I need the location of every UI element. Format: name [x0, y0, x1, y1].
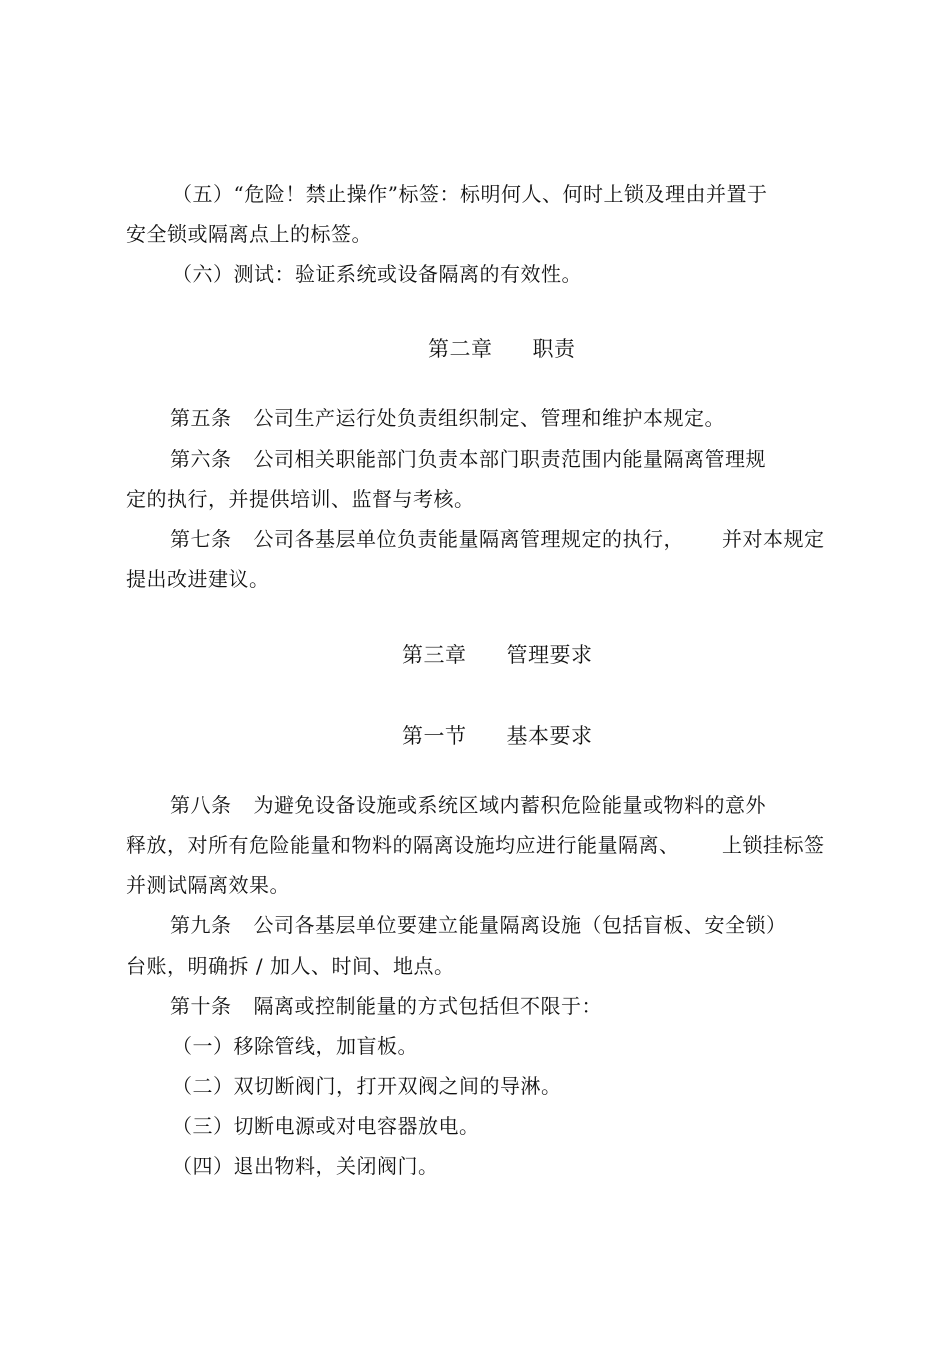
item-6: （六）测试：验证系统或设备隔离的有效性。	[172, 262, 582, 286]
item-5-line-2: 安全锁或隔离点上的标签。	[126, 222, 372, 246]
article-6-text-1: 公司相关职能部门负责本部门职责范围内能量隔离管理规	[253, 447, 766, 471]
article-6-line-2: 定的执行，并提供培训、监督与考核。	[126, 487, 475, 511]
article-10-item-1: （一）移除管线，加盲板。	[172, 1034, 418, 1058]
article-8-line-3: 并测试隔离效果。	[126, 873, 290, 897]
article-7-line-2: 提出改进建议。	[126, 567, 270, 591]
chapter-3-number: 第三章	[402, 643, 467, 667]
article-8-line-1	[170, 793, 766, 817]
article-5-label: 第五条	[170, 406, 232, 430]
article-7-label: 第七条	[170, 527, 232, 551]
article-6-line-1	[170, 447, 766, 471]
section-1-number: 第一节	[402, 724, 467, 748]
article-10-item-4: （四）退出物料，关闭阀门。	[172, 1154, 439, 1178]
article-9-line-1	[170, 913, 787, 937]
article-9-line-2: 台账，明确拆 / 加人、时间、地点。	[126, 954, 455, 978]
article-10-item-3: （三）切断电源或对电容器放电。	[172, 1114, 480, 1138]
article-5	[170, 406, 725, 430]
article-8-label: 第八条	[170, 793, 232, 817]
article-9-text-1: 公司各基层单位要建立能量隔离设施（包括盲板、安全锁）	[253, 913, 787, 937]
article-7-line-1	[170, 527, 684, 551]
article-9-label: 第九条	[170, 913, 232, 937]
chapter-2-heading	[428, 336, 576, 362]
article-10-text: 隔离或控制能量的方式包括但不限于：	[253, 994, 602, 1018]
section-1-title: 基本要求	[506, 724, 593, 748]
article-10-item-2: （二）双切断阀门，打开双阀之间的导淋。	[172, 1074, 562, 1098]
article-8-line-2b: 上锁挂标签	[722, 833, 825, 857]
article-7-text-1a: 公司各基层单位负责能量隔离管理规定的执行，	[253, 527, 684, 551]
section-1-heading	[402, 723, 593, 749]
chapter-2-title: 职责	[532, 337, 576, 361]
article-8-text-1: 为避免设备设施或系统区域内蓄积危险能量或物料的意外	[253, 793, 766, 817]
article-6-label: 第六条	[170, 447, 232, 471]
article-8-line-2a: 释放，对所有危险能量和物料的隔离设施均应进行能量隔离、	[126, 833, 680, 857]
chapter-3-heading	[402, 642, 593, 668]
article-5-text: 公司生产运行处负责组织制定、管理和维护本规定。	[253, 406, 725, 430]
chapter-3-title: 管理要求	[506, 643, 593, 667]
article-7-text-1b: 并对本规定	[722, 527, 825, 551]
article-10	[170, 994, 602, 1018]
article-10-label: 第十条	[170, 994, 232, 1018]
item-5-line-1: （五）“危险！禁止操作”标签：标明何人、何时上锁及理由并置于	[172, 182, 768, 206]
chapter-2-number: 第二章	[428, 337, 493, 361]
